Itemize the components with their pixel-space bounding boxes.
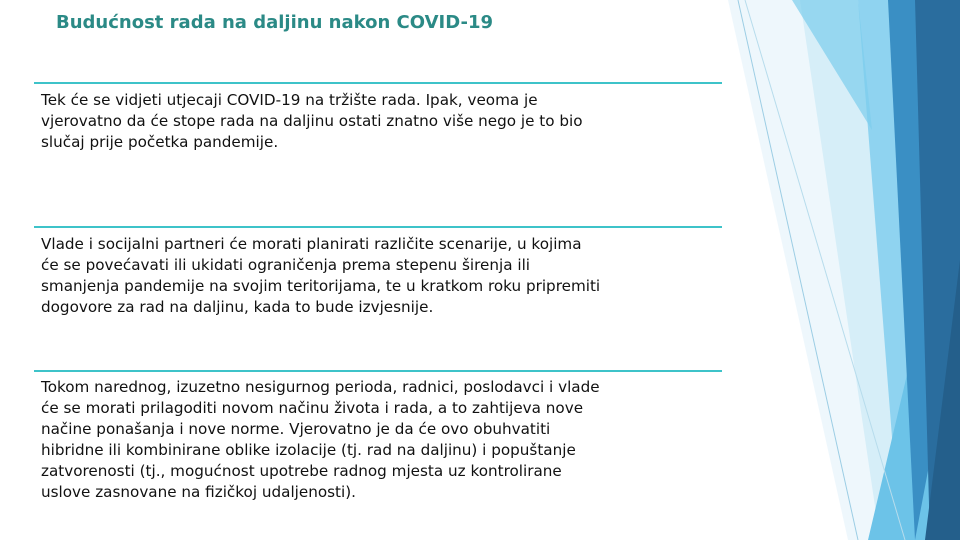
paragraph-divider-2 — [34, 226, 722, 228]
paragraph-2: Vlade i socijalni partneri će morati planirati različite scenarije, u kojima će se povećavati ili ukidati ograničenja prema stepenu širenja ili smanjenja pandemije na svojim teritorijama, te u kratkom roku pripremiti dogovore za rad na daljinu, kada to bude izvjesnije. — [41, 235, 601, 316]
slide-title: Budućnost rada na daljinu nakon COVID-19 — [56, 12, 494, 33]
paragraph-1: Tek će se vidjeti utjecaji COVID-19 na tržište rada. Ipak, veoma je vjerovatno da će stope rada na daljinu ostati znatno više nego je to bio slučaj prije početka pandemije. — [41, 91, 583, 151]
paragraph-divider-3 — [34, 370, 722, 372]
paragraph-divider-1 — [34, 82, 722, 84]
paragraph-3: Tokom narednog, izuzetno nesigurnog perioda, radnici, poslodavci i vlade će se morati prilagoditi novom načinu života i rada, a to zahtijeva nove načine ponašanja i nove norme. Vjerovatno je da će ovo obuhvatiti hibridne ili kombinirane oblike izolacije (tj. rad na daljinu) i popuštanje zatvorenosti (tj., mogućnost upotrebe radnog mjesta uz kontrolirane uslove zasnovane na fizičkoj udaljenosti). — [41, 378, 600, 501]
